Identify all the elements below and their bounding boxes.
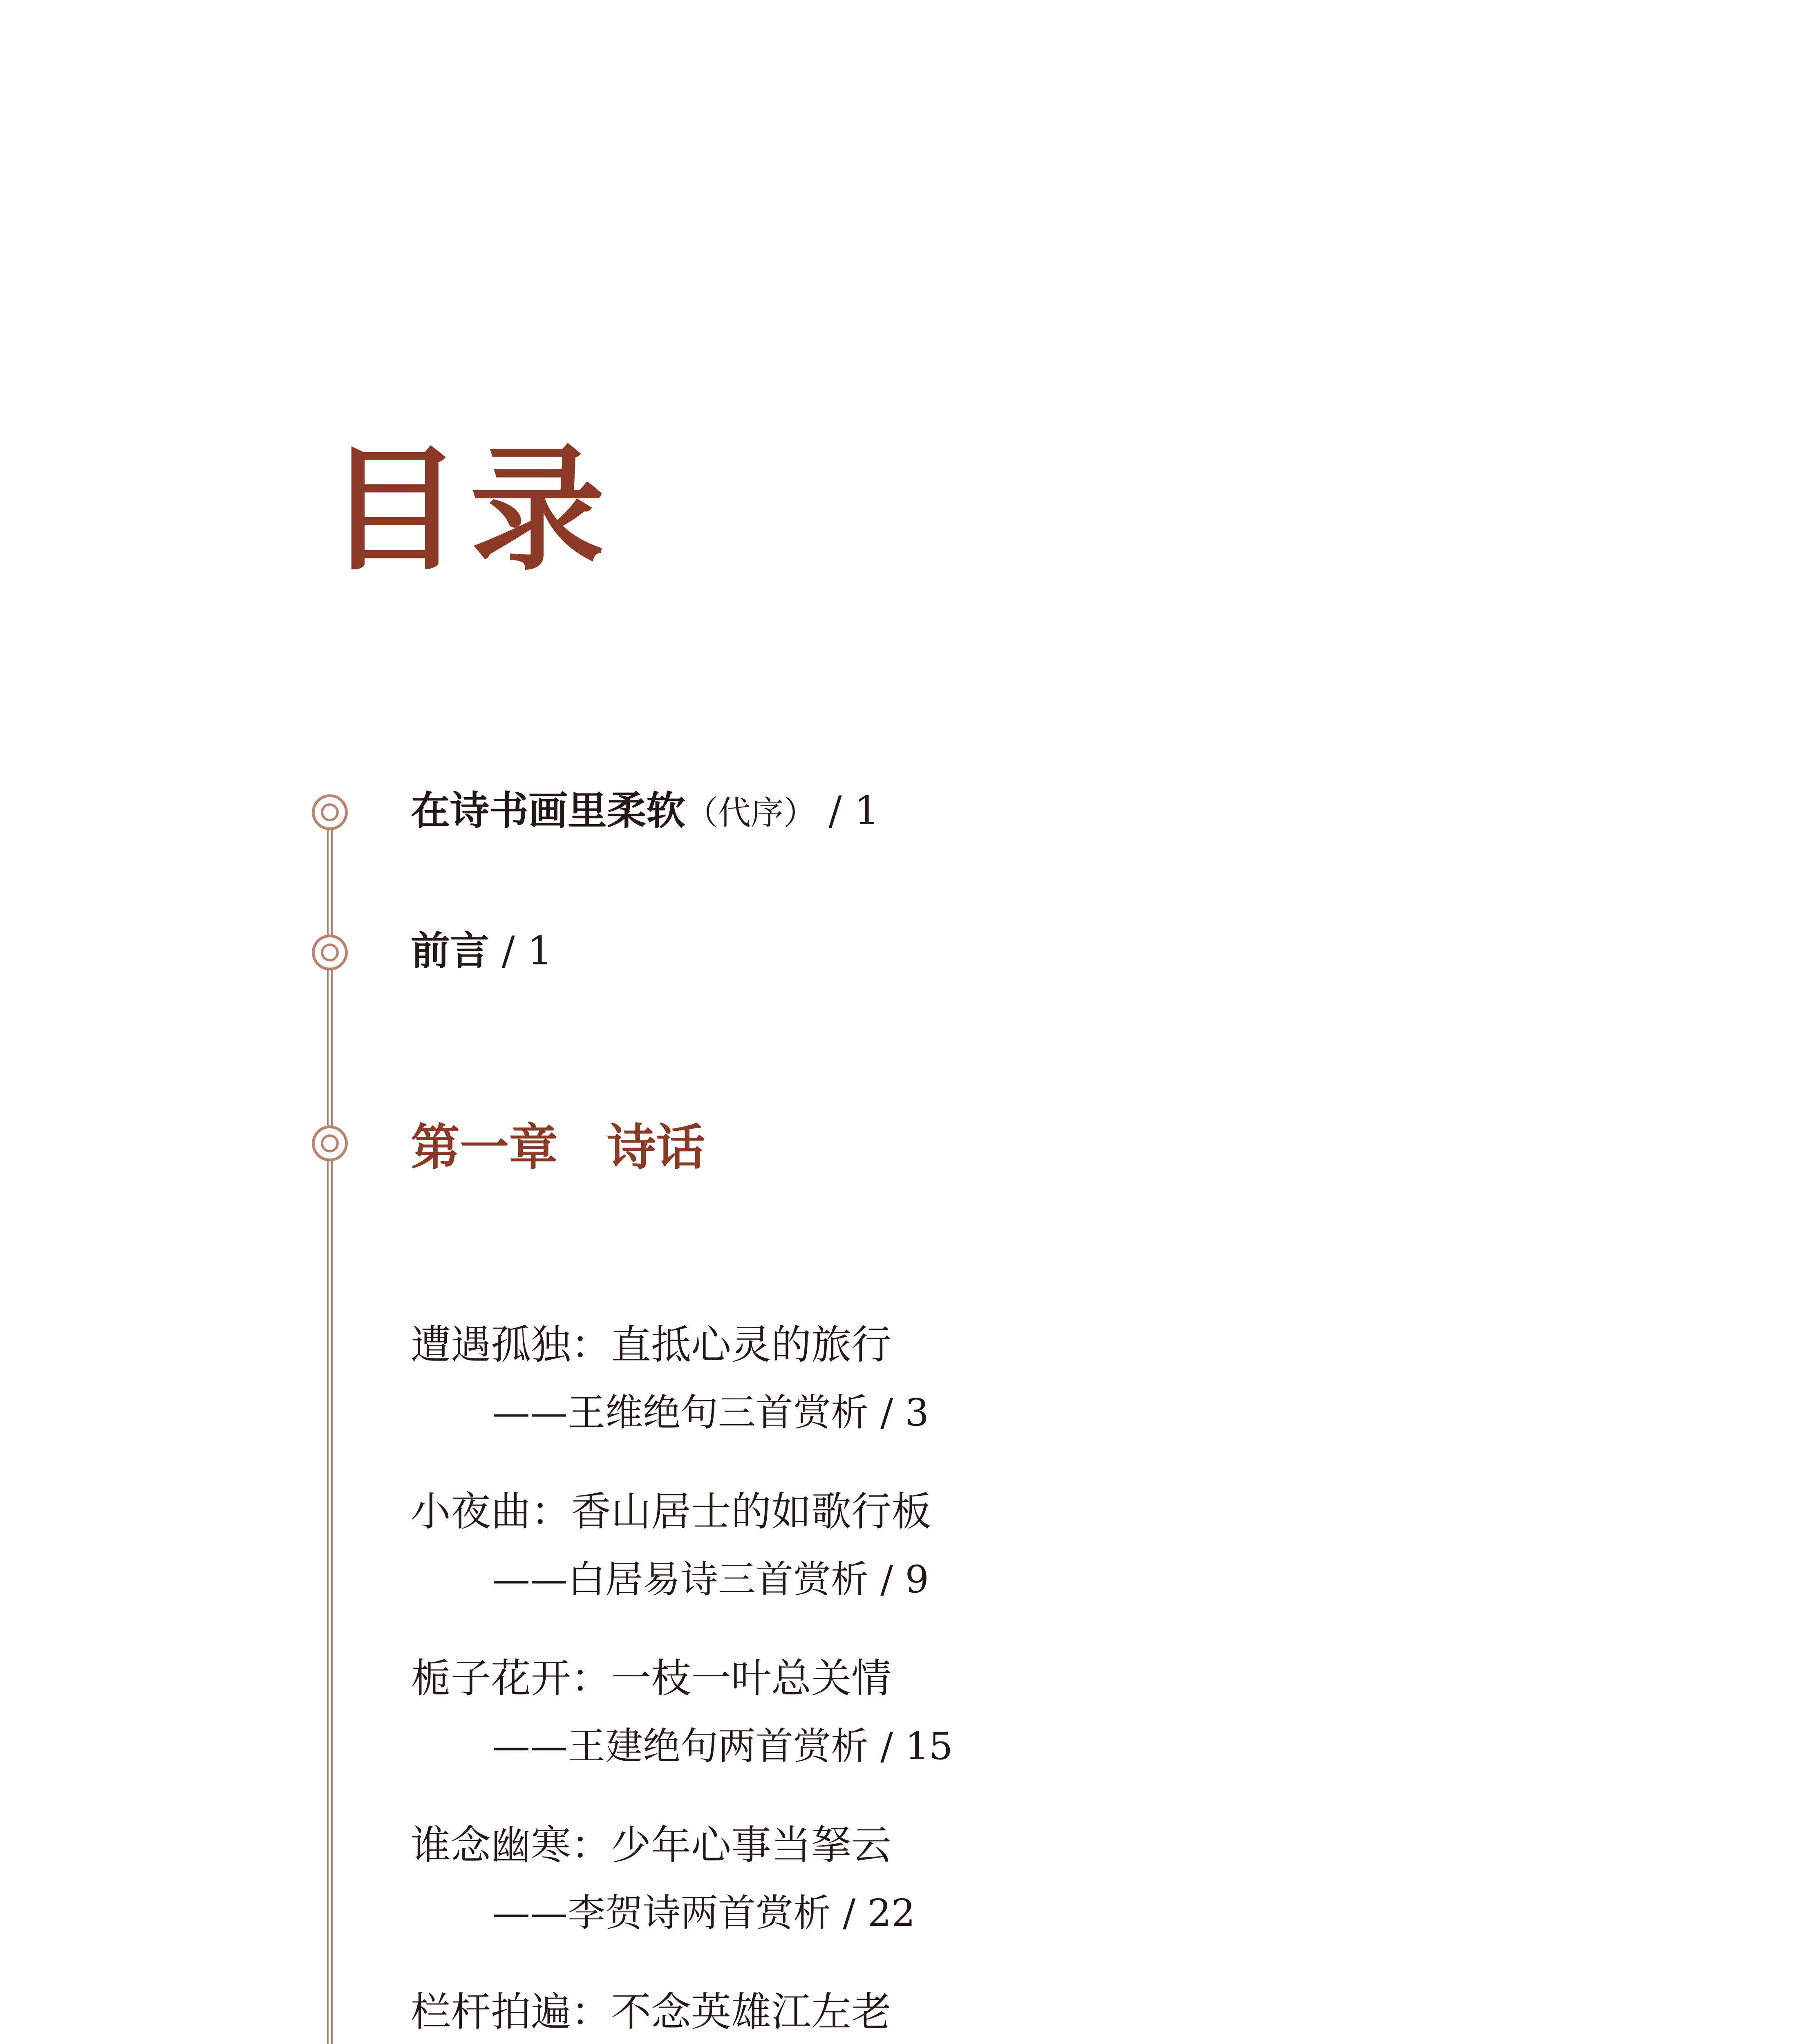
toc-item-title: 谁念幽寒：少年心事当拏云 (411, 1822, 892, 1869)
timeline-marker-icon (312, 1125, 348, 1161)
toc-item-subtitle: ——白居易诗三首赏析 / 9 (492, 1558, 929, 1601)
toc-item-title: 栀子花开：一枝一叶总关情 (411, 1655, 892, 1702)
toc-item-title: 栏杆拍遍：不念英雄江左老 (411, 1989, 892, 2035)
entry-page: / 1 (489, 928, 553, 974)
toc-item[interactable] (411, 1316, 1596, 1483)
toc-list (411, 1316, 1596, 2044)
entry-note: （代序） (685, 794, 816, 832)
toc-item-title: 小夜曲：香山居士的如歌行板 (411, 1488, 932, 1535)
toc-item[interactable] (411, 1983, 1596, 2044)
page-title: 目录 (327, 430, 613, 589)
chapter-title: 诗话 (607, 1118, 705, 1176)
chapter-number: 第一章 (411, 1118, 558, 1176)
entry-page: / 1 (816, 788, 880, 834)
entry-title: 前言 (411, 928, 489, 974)
toc-item-subtitle: ——王维绝句三首赏析 / 3 (492, 1391, 929, 1434)
toc-item[interactable] (411, 1650, 1596, 1817)
toc-item[interactable] (411, 1817, 1596, 1983)
toc-item-title: 遭遇孤独：直抵心灵的旅行 (411, 1322, 892, 1368)
toc-item[interactable] (411, 1483, 1596, 1650)
toc-item-subtitle: ——李贺诗两首赏析 / 22 (492, 1891, 915, 1935)
toc-entry-preface[interactable] (411, 787, 879, 834)
chapter-heading[interactable] (411, 1118, 705, 1177)
timeline-marker-icon (312, 935, 348, 970)
timeline-line (327, 801, 333, 2044)
toc-item-subtitle: ——王建绝句两首赏析 / 15 (492, 1724, 953, 1768)
timeline-marker-icon (312, 794, 348, 830)
toc-entry-foreword[interactable] (411, 927, 552, 975)
entry-title: 在诗书画里柔软 (411, 787, 685, 834)
